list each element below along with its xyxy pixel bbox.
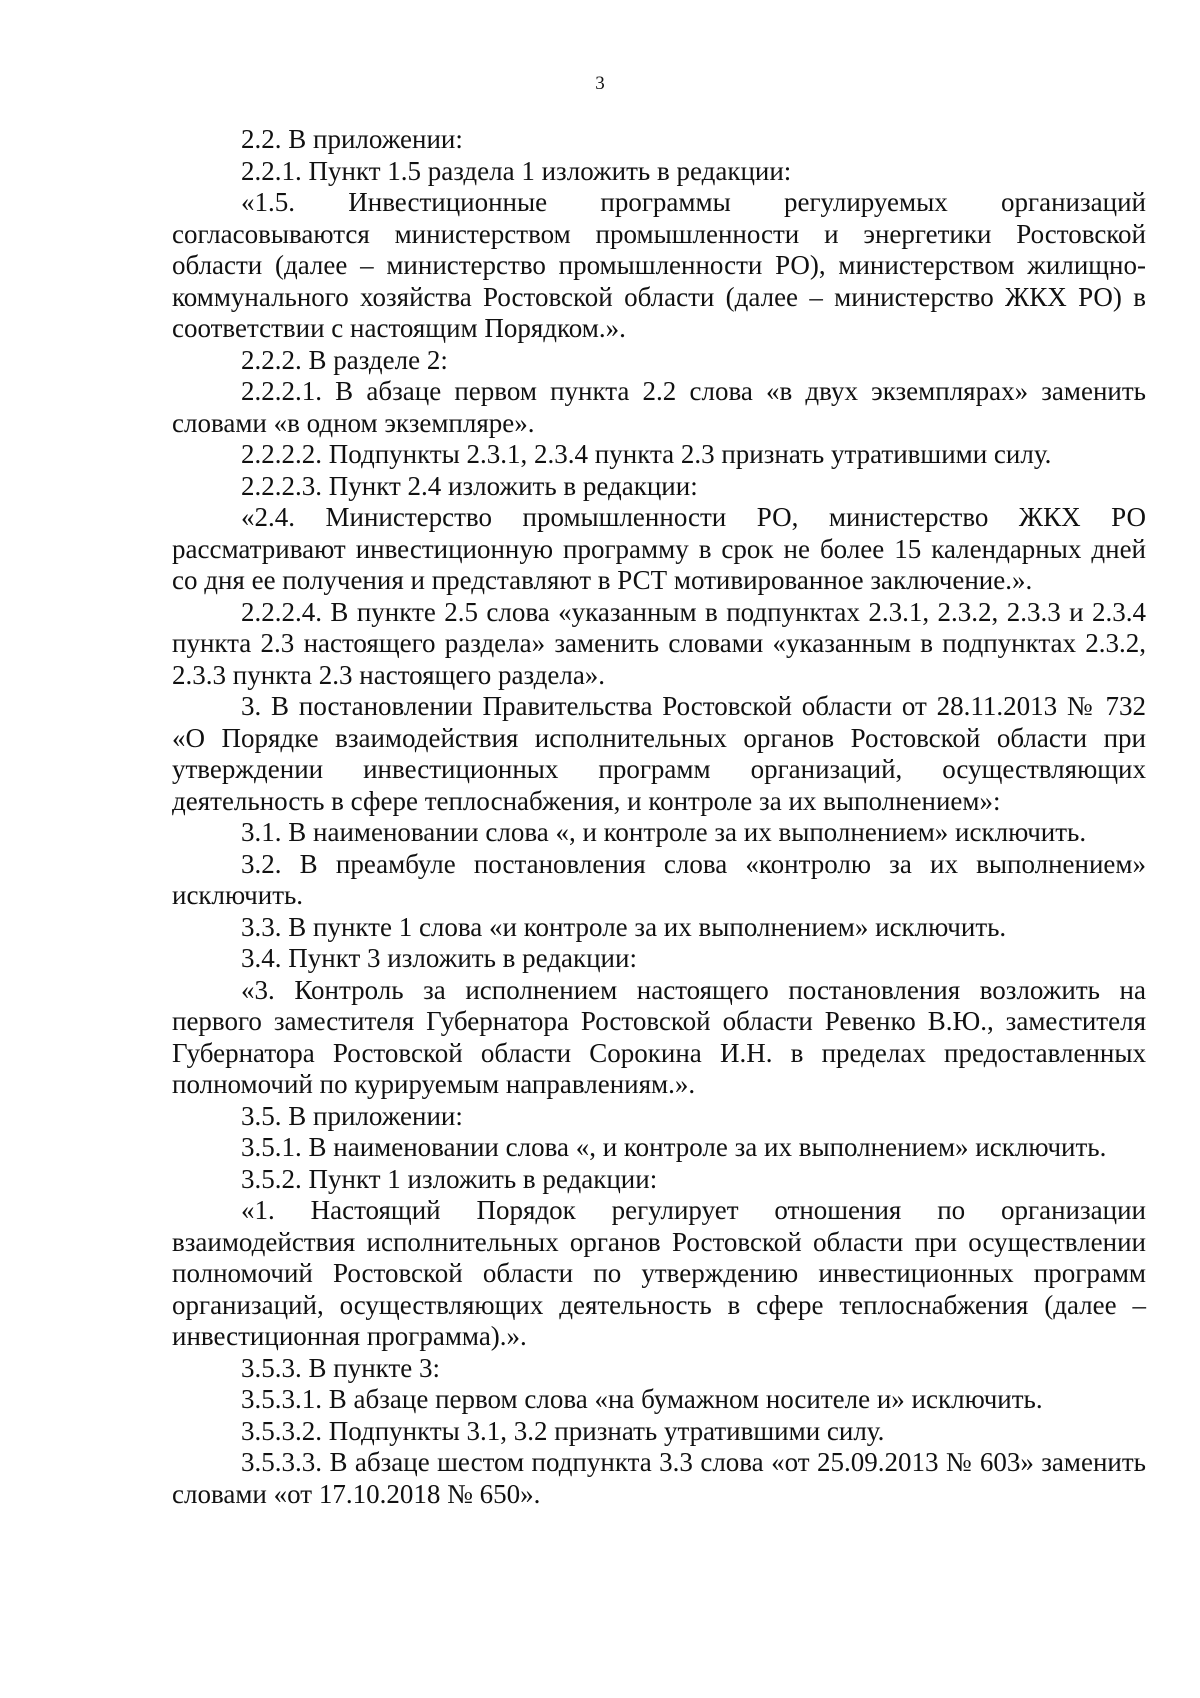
paragraph-2-2-2-2: 2.2.2.2. Подпункты 2.3.1, 2.3.4 пункта 2.3 признать утратившими силу. xyxy=(241,439,1052,469)
paragraph-3-3: 3.3. В пункте 1 слова «и контроле за их выполнением» исключить. xyxy=(241,911,1007,942)
paragraph-3-4: 3.4. Пункт 3 изложить в редакции: xyxy=(241,943,637,973)
paragraph-2-2-2-3: 2.2.2.3. Пункт 2.4 изложить в редакции: xyxy=(241,470,698,501)
paragraph-2-2: 2.2. В приложении: xyxy=(241,124,463,154)
paragraph-3-5-1: 3.5.1. В наименовании слова «, и контроле за их выполнением» исключить. xyxy=(241,1132,1107,1162)
paragraph-2-2-2-1: 2.2.2.1. В абзаце первом пункта 2.2 слова «в двух экземплярах» заменить словами «в одном экземпляре». xyxy=(172,376,1146,438)
paragraph-3-5-2: 3.5.2. Пункт 1 изложить в редакции: xyxy=(241,1163,658,1194)
paragraph-3: 3. В постановлении Правительства Ростовской области от 28.11.2013 № 732 «О Порядке взаимодействия исполнительных органов Ростовской области при утверждении инвестиционных программ организаций, осуществляющих деятельность в сфере теплоснабжения, и контроле за их выполнением»: xyxy=(172,691,1146,816)
paragraph-2-2-1: 2.2.1. Пункт 1.5 раздела 1 изложить в редакции: xyxy=(241,155,792,186)
paragraph-3-5-3-2: 3.5.3.2. Подпункты 3.1, 3.2 признать утратившими силу. xyxy=(241,1415,885,1446)
paragraph-3-5: 3.5. В приложении: xyxy=(241,1100,463,1131)
paragraph-quote-2-4: «2.4. Министерство промышленности РО, министерство ЖКХ РО рассматривают инвестиционную программу в срок не более 15 календарных дней со дня ее получения и представляют в РСТ мотивированное заключение.». xyxy=(172,502,1146,595)
paragraph-3-5-3: 3.5.3. В пункте 3: xyxy=(241,1352,440,1383)
paragraph-quote-1-5: «1.5. Инвестиционные программы регулируемых организаций согласовываются министерством промышленности и энергетики Ростовской области (далее – министерство промышленности РО), министерством жилищно-коммунального хозяйства Ростовской области (далее – министерство ЖКХ РО) в соответствии с настоящим Порядком.». xyxy=(172,187,1146,343)
paragraph-3-5-3-3: 3.5.3.3. В абзаце шестом подпункта 3.3 слова «от 25.09.2013 № 603» заменить словами «от 17.10.2018 № 650». xyxy=(172,1447,1146,1509)
paragraph-3-5-3-1: 3.5.3.1. В абзаце первом слова «на бумажном носителе и» исключить. xyxy=(241,1384,1043,1414)
paragraph-quote-1: «1. Настоящий Порядок регулирует отношения по организации взаимодействия исполнительных органов Ростовской области при осуществлении полномочий Ростовской области по утверждению инвестиционных программ организаций, осуществляющих деятельность в сфере теплоснабжения (далее – инвестиционная программа).». xyxy=(172,1195,1146,1351)
paragraph-quote-3: «3. Контроль за исполнением настоящего постановления возложить на первого заместителя Губернатора Ростовской области Ревенко В.Ю., заместителя Губернатора Ростовской области Сорокина И.Н. в пределах предоставленных полномочий по курируемым направлениям.». xyxy=(172,974,1146,1099)
paragraph-3-1: 3.1. В наименовании слова «, и контроле за их выполнением» исключить. xyxy=(241,817,1087,847)
page-number: 3 xyxy=(595,73,605,94)
document-body xyxy=(172,124,1146,1510)
paragraph-2-2-2: 2.2.2. В разделе 2: xyxy=(241,344,448,375)
paragraph-3-2: 3.2. В преамбуле постановления слова «контролю за их выполнением» исключить. xyxy=(172,848,1146,910)
paragraph-2-2-2-4: 2.2.2.4. В пункте 2.5 слова «указанным в подпунктах 2.3.1, 2.3.2, 2.3.3 и 2.3.4 пункта 2.3 настоящего раздела» заменить словами «указанным в подпунктах 2.3.2, 2.3.3 пункта 2.3 настоящего раздела». xyxy=(172,596,1146,690)
